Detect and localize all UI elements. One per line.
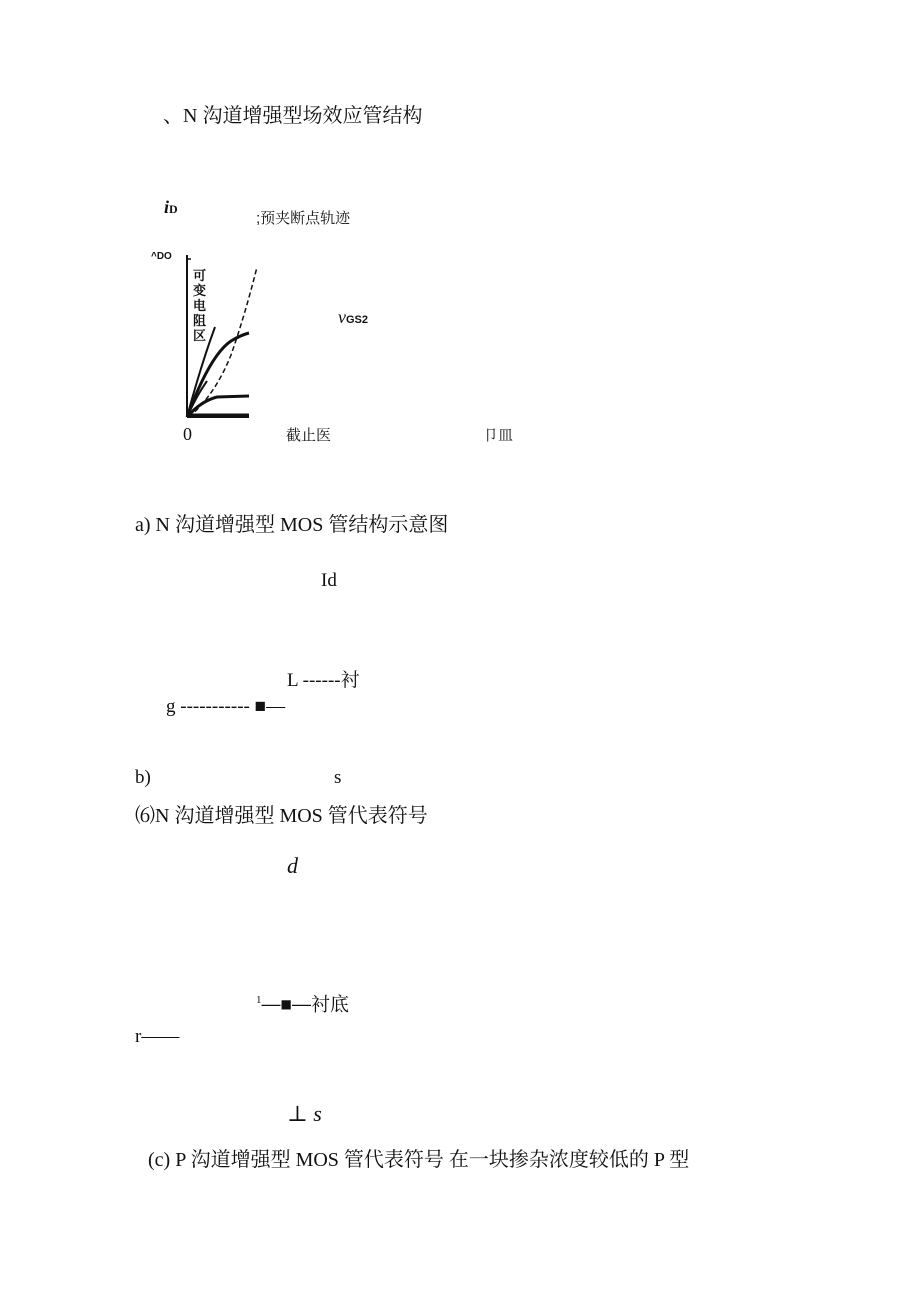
vgs2-label — [338, 308, 368, 326]
substrate-text-c: —■—衬底 — [261, 994, 349, 1016]
curve-vgs2 — [187, 333, 249, 417]
y-axis-subscript: D — [169, 202, 178, 216]
caption-a: a) N 沟道增强型 MOS 管结构示意图 — [135, 514, 449, 536]
y-axis-label — [164, 198, 178, 216]
y-axis-symbol: i — [164, 197, 170, 217]
source-label-b: s — [334, 767, 342, 788]
vgs-symbol: v — [338, 307, 346, 327]
ido-label: ^DO — [151, 251, 172, 262]
x-axis-right-label: 卩皿 — [483, 427, 514, 444]
figure-label-b: b) — [135, 767, 151, 788]
substrate-prefix-c: 1 — [256, 994, 262, 1006]
caption-c: (c) P 沟道增强型 MOS 管代表符号 在一块掺杂浓度较低的 P 型 — [148, 1149, 690, 1171]
drain-label-b: Id — [321, 570, 337, 591]
variable-resistance-region-label: 可变电阻区 — [193, 268, 207, 343]
gate-line-c: r—— — [135, 1026, 180, 1047]
cutoff-region-label: 截止医 — [286, 427, 332, 444]
source-label-c: ⊥ s — [287, 1101, 322, 1126]
substrate-label-c — [256, 995, 349, 1014]
vgs-subscript: GS2 — [346, 314, 369, 326]
origin-label: 0 — [183, 424, 192, 444]
section-heading: 、N 沟道增强型场效应管结构 — [163, 105, 423, 127]
caption-b: ⑹N 沟道增强型 MOS 管代表符号 — [135, 805, 428, 827]
substrate-label-b: L ------衬 — [287, 670, 360, 691]
pinch-off-locus-label: ;预夹断点轨迹 — [256, 210, 351, 227]
drain-label-c: d — [287, 853, 298, 878]
gate-line-b: g ----------- ■— — [166, 696, 286, 717]
